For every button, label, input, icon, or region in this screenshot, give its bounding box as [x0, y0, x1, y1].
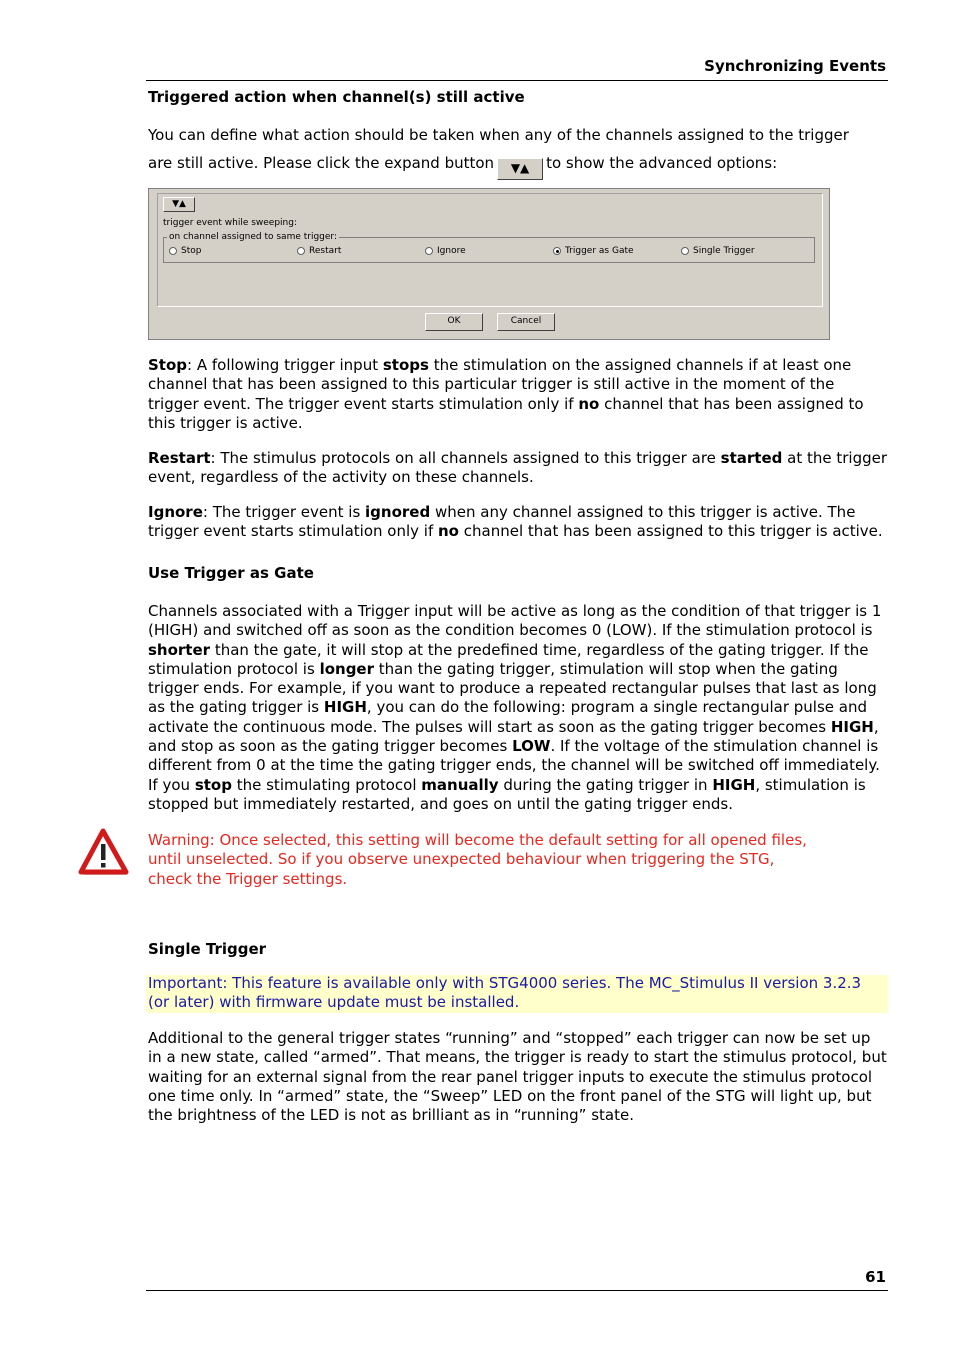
group-label: on channel assigned to same trigger: — [169, 232, 337, 242]
trigger-options-dialog — [148, 188, 830, 340]
intro-line-2 — [148, 154, 888, 180]
section-heading-single-trigger: Single Trigger — [148, 940, 267, 958]
warning-icon — [78, 828, 130, 878]
radio-dot — [169, 247, 177, 255]
expand-button-icon: ▼▲ — [497, 158, 543, 180]
radio-dot-selected — [553, 247, 561, 255]
radio-label: Restart — [309, 246, 342, 256]
single-trigger-paragraph: Additional to the general trigger states “running” and “stopped” each trigger can now be set up in a new state, called “armed”. That means, the trigger is ready to start the stimulus protocol, but waiting for an external signal from the rear panel trigger inputs to execute the stimulus protocol one time only. In “armed” state, the “Sweep” LED on the front panel of the STG will light up, but the brightness of the LED is not as brilliant as in “running” state. — [148, 1029, 887, 1125]
running-header: Synchronizing Events — [704, 57, 886, 75]
radio-dot — [297, 247, 305, 255]
radio-label: Single Trigger — [693, 246, 755, 256]
radio-restart[interactable] — [297, 246, 341, 256]
sweeping-label: trigger event while sweeping: — [163, 218, 297, 228]
intro-paragraph — [148, 126, 888, 180]
radio-label: Stop — [181, 246, 202, 256]
warning-text: Warning: Once selected, this setting will become the default setting for all opened files, until unselected. So if you observe unexpected behaviour when triggering the STG, check the Trigger settings. — [148, 831, 807, 888]
ok-button[interactable]: OK — [425, 313, 483, 331]
important-note: Important: This feature is available only with STG4000 series. The MC_Stimulus II version 3.2.3 (or later) with firmware update must be installed. — [148, 974, 862, 1012]
radio-label: Trigger as Gate — [565, 246, 634, 256]
term-restart: Restart — [148, 449, 211, 467]
stop-paragraph: Stop: A following trigger input stops the stimulation on the assigned channels if at least one channel that has been assigned to this particular trigger is still active in the moment of the trigger event. The trigger event starts stimulation only if no channel that has been assigned to this trigger is active. — [148, 356, 864, 432]
header-rule — [146, 80, 888, 81]
section-heading-triggered-action: Triggered action when channel(s) still active — [148, 88, 525, 106]
ignore-paragraph: Ignore: The trigger event is ignored when any channel assigned to this trigger is active. The trigger event starts stimulation only if no channel that has been assigned to this trigger is active. — [148, 503, 883, 541]
section-heading-gate: Use Trigger as Gate — [148, 564, 314, 582]
restart-paragraph: Restart: The stimulus protocols on all channels assigned to this trigger are started at the trigger event, regardless of the activity on these channels. — [148, 449, 888, 487]
term-ignore: Ignore — [148, 503, 203, 521]
intro-text-before: are still active. Please click the expand button — [148, 154, 495, 173]
intro-text-after: to show the advanced options: — [546, 154, 778, 173]
dialog-expand-button[interactable]: ▼▲ — [163, 197, 195, 212]
term-stop: Stop — [148, 356, 188, 374]
intro-line-1: You can define what action should be taken when any of the channels assigned to the trigger — [148, 126, 849, 144]
radio-dot — [425, 247, 433, 255]
cancel-button[interactable]: Cancel — [497, 313, 555, 331]
footer-rule — [146, 1290, 888, 1291]
radio-dot — [681, 247, 689, 255]
page-number: 61 — [865, 1268, 886, 1286]
radio-trigger-as-gate[interactable] — [553, 246, 634, 256]
radio-ignore[interactable] — [425, 246, 466, 256]
gate-paragraph: Channels associated with a Trigger input will be active as long as the condition of that trigger is 1 (HIGH) and switched off as soon as the condition becomes 0 (LOW). If the stimulation protocol is shorter than the gate, it will stop at the predefined time, regardless of the gating trigger. If the stimulation protocol is longer than the gating trigger, stimulation will stop when the gating trigger ends. For example, if you want to produce a repeated rectangular pulses that last as long as the gating trigger is HIGH, you can do the following: program a single rectangular pulse and activate the continuous mode. The pulses will start as soon as the gating trigger becomes HIGH, and stop as soon as the gating trigger becomes LOW. If the voltage of the stimulation channel is different from 0 at the time the gating trigger ends, the channel will be switched off immediately. If you stop the stimulating protocol manually during the gating trigger in HIGH, stimulation is stopped but immediately restarted, and goes on until the gating trigger ends. — [148, 602, 882, 813]
radio-stop[interactable] — [169, 246, 201, 256]
radio-label: Ignore — [437, 246, 466, 256]
radio-single-trigger[interactable] — [681, 246, 755, 256]
